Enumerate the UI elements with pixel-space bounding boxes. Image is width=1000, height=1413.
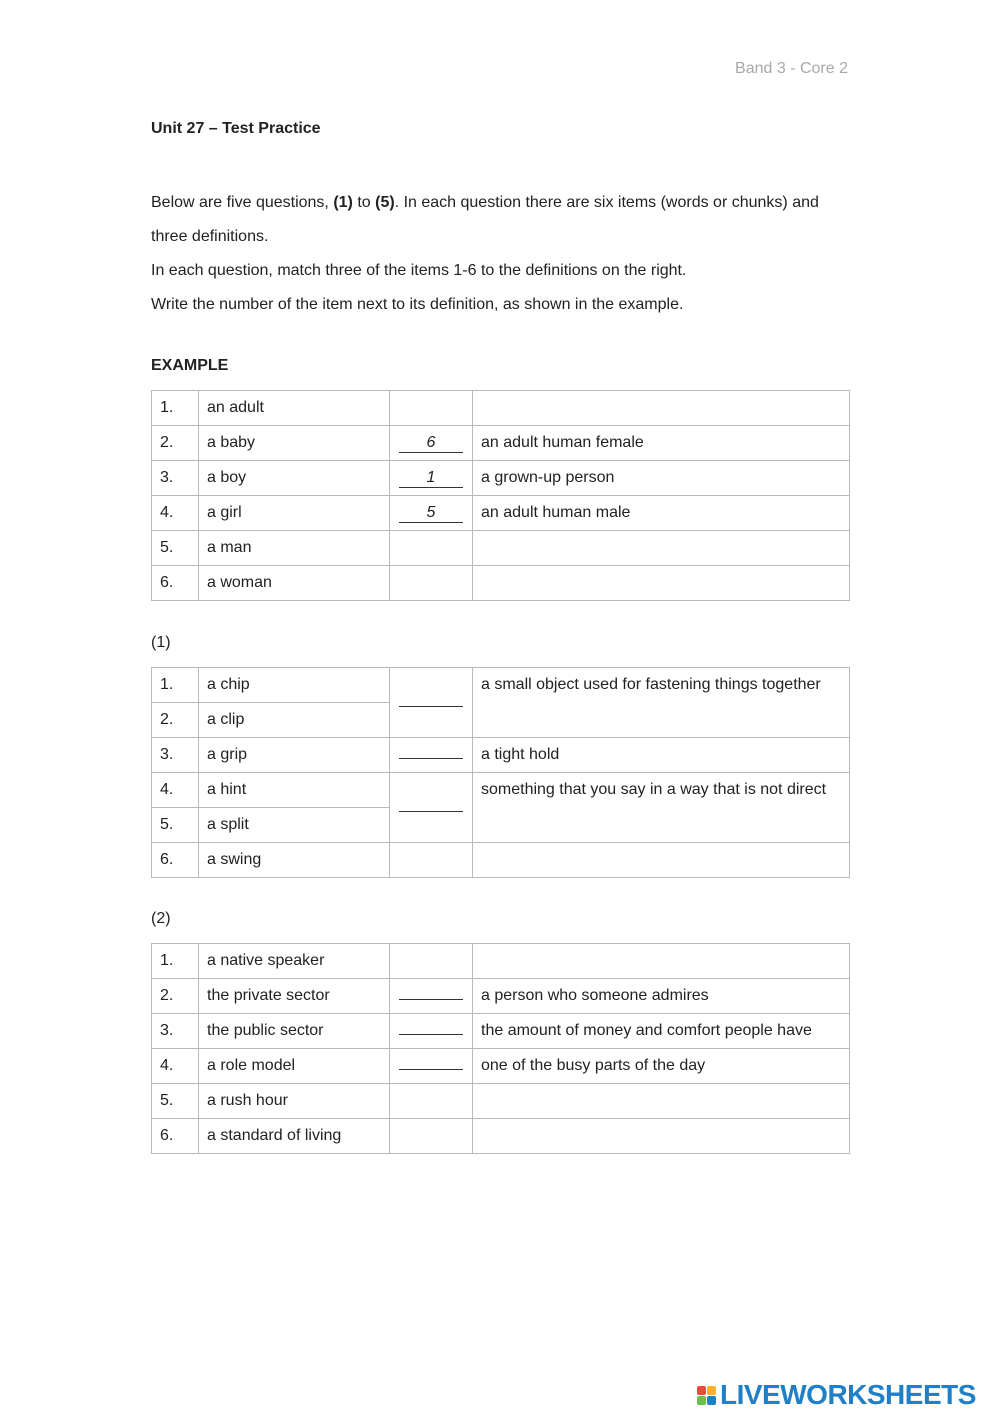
question-2-label: (2) <box>151 910 171 927</box>
item-number: 2. <box>152 426 199 461</box>
answer-blank[interactable] <box>399 689 463 707</box>
instruction-line-1: Below are five questions, (1) to (5). In each question there are six items (words or chunks) and three definitions. <box>151 194 819 245</box>
item-text: the public sector <box>199 1014 390 1049</box>
table-row <box>152 1049 850 1084</box>
answer-blank[interactable] <box>399 741 463 759</box>
definition-text <box>473 1084 850 1119</box>
table-row <box>152 1014 850 1049</box>
item-text: a baby <box>199 426 390 461</box>
definition-text <box>473 1119 850 1154</box>
item-text: an adult <box>199 391 390 426</box>
item-number: 1. <box>152 391 199 426</box>
answer-blank[interactable]: 6 <box>399 434 463 453</box>
item-number: 3. <box>152 1014 199 1049</box>
answer-blank[interactable] <box>399 1052 463 1070</box>
table-row <box>152 566 850 601</box>
table-row <box>152 843 850 878</box>
definition-text: something that you say in a way that is not direct <box>473 773 850 843</box>
item-number: 6. <box>152 1119 199 1154</box>
item-text: the private sector <box>199 979 390 1014</box>
table-row <box>152 461 850 496</box>
answer-cell[interactable] <box>390 979 473 1014</box>
answer-cell <box>390 391 473 426</box>
answer-blank[interactable]: 1 <box>399 469 463 488</box>
answer-cell[interactable] <box>390 496 473 531</box>
item-text: a girl <box>199 496 390 531</box>
item-number: 4. <box>152 496 199 531</box>
definition-text: an adult human male <box>473 496 850 531</box>
item-text: a man <box>199 531 390 566</box>
answer-cell <box>390 566 473 601</box>
item-number: 1. <box>152 944 199 979</box>
answer-blank[interactable]: 5 <box>399 504 463 523</box>
definition-text <box>473 531 850 566</box>
answer-blank[interactable] <box>399 1017 463 1035</box>
answer-cell[interactable] <box>390 1014 473 1049</box>
item-text: a clip <box>199 703 390 738</box>
item-number: 2. <box>152 979 199 1014</box>
table-row <box>152 668 850 703</box>
item-text: a role model <box>199 1049 390 1084</box>
definition-text: a grown-up person <box>473 461 850 496</box>
item-text: a native speaker <box>199 944 390 979</box>
item-text: a grip <box>199 738 390 773</box>
item-number: 1. <box>152 668 199 703</box>
example-label: EXAMPLE <box>151 357 229 374</box>
item-number: 5. <box>152 1084 199 1119</box>
table-row <box>152 1084 850 1119</box>
item-text: a woman <box>199 566 390 601</box>
answer-cell[interactable] <box>390 773 473 843</box>
table-row <box>152 738 850 773</box>
answer-cell[interactable] <box>390 1049 473 1084</box>
table-row <box>152 979 850 1014</box>
table-row <box>152 1119 850 1154</box>
instruction-line-3: Write the number of the item next to its definition, as shown in the example. <box>151 296 684 313</box>
definition-text <box>473 566 850 601</box>
definition-text: the amount of money and comfort people have <box>473 1014 850 1049</box>
item-number: 6. <box>152 566 199 601</box>
item-number: 3. <box>152 738 199 773</box>
definition-text: an adult human female <box>473 426 850 461</box>
answer-cell[interactable] <box>390 738 473 773</box>
item-number: 4. <box>152 1049 199 1084</box>
answer-blank[interactable] <box>399 982 463 1000</box>
band-label: Band 3 - Core 2 <box>735 60 848 77</box>
answer-cell[interactable] <box>390 668 473 738</box>
item-number: 2. <box>152 703 199 738</box>
instruction-line-2: In each question, match three of the items 1-6 to the definitions on the right. <box>151 262 687 279</box>
item-number: 5. <box>152 808 199 843</box>
item-text: a chip <box>199 668 390 703</box>
liveworksheets-logo <box>697 1378 976 1412</box>
item-number: 5. <box>152 531 199 566</box>
item-text: a standard of living <box>199 1119 390 1154</box>
definition-text: one of the busy parts of the day <box>473 1049 850 1084</box>
table-row <box>152 426 850 461</box>
item-number: 3. <box>152 461 199 496</box>
definition-text <box>473 391 850 426</box>
definition-text: a small object used for fastening things together <box>473 668 850 738</box>
item-text: a boy <box>199 461 390 496</box>
question-1-label: (1) <box>151 634 171 651</box>
question-2-table <box>151 943 850 1154</box>
item-text: a split <box>199 808 390 843</box>
definition-text <box>473 944 850 979</box>
definition-text <box>473 843 850 878</box>
table-row <box>152 391 850 426</box>
example-table <box>151 390 850 601</box>
item-text: a rush hour <box>199 1084 390 1119</box>
table-row <box>152 944 850 979</box>
table-row <box>152 496 850 531</box>
item-text: a hint <box>199 773 390 808</box>
instructions <box>151 186 851 322</box>
answer-cell <box>390 1084 473 1119</box>
answer-cell <box>390 843 473 878</box>
table-row <box>152 773 850 808</box>
item-number: 4. <box>152 773 199 808</box>
page-title: Unit 27 – Test Practice <box>151 120 321 137</box>
answer-cell <box>390 1119 473 1154</box>
definition-text: a tight hold <box>473 738 850 773</box>
logo-text: LIVEWORKSHEETS <box>720 1379 976 1410</box>
item-text: a swing <box>199 843 390 878</box>
item-number: 6. <box>152 843 199 878</box>
answer-cell[interactable] <box>390 461 473 496</box>
answer-cell <box>390 531 473 566</box>
answer-cell[interactable] <box>390 426 473 461</box>
logo-icon <box>697 1386 716 1405</box>
definition-text: a person who someone admires <box>473 979 850 1014</box>
question-1-table <box>151 667 850 878</box>
answer-blank[interactable] <box>399 794 463 812</box>
table-row <box>152 531 850 566</box>
answer-cell <box>390 944 473 979</box>
